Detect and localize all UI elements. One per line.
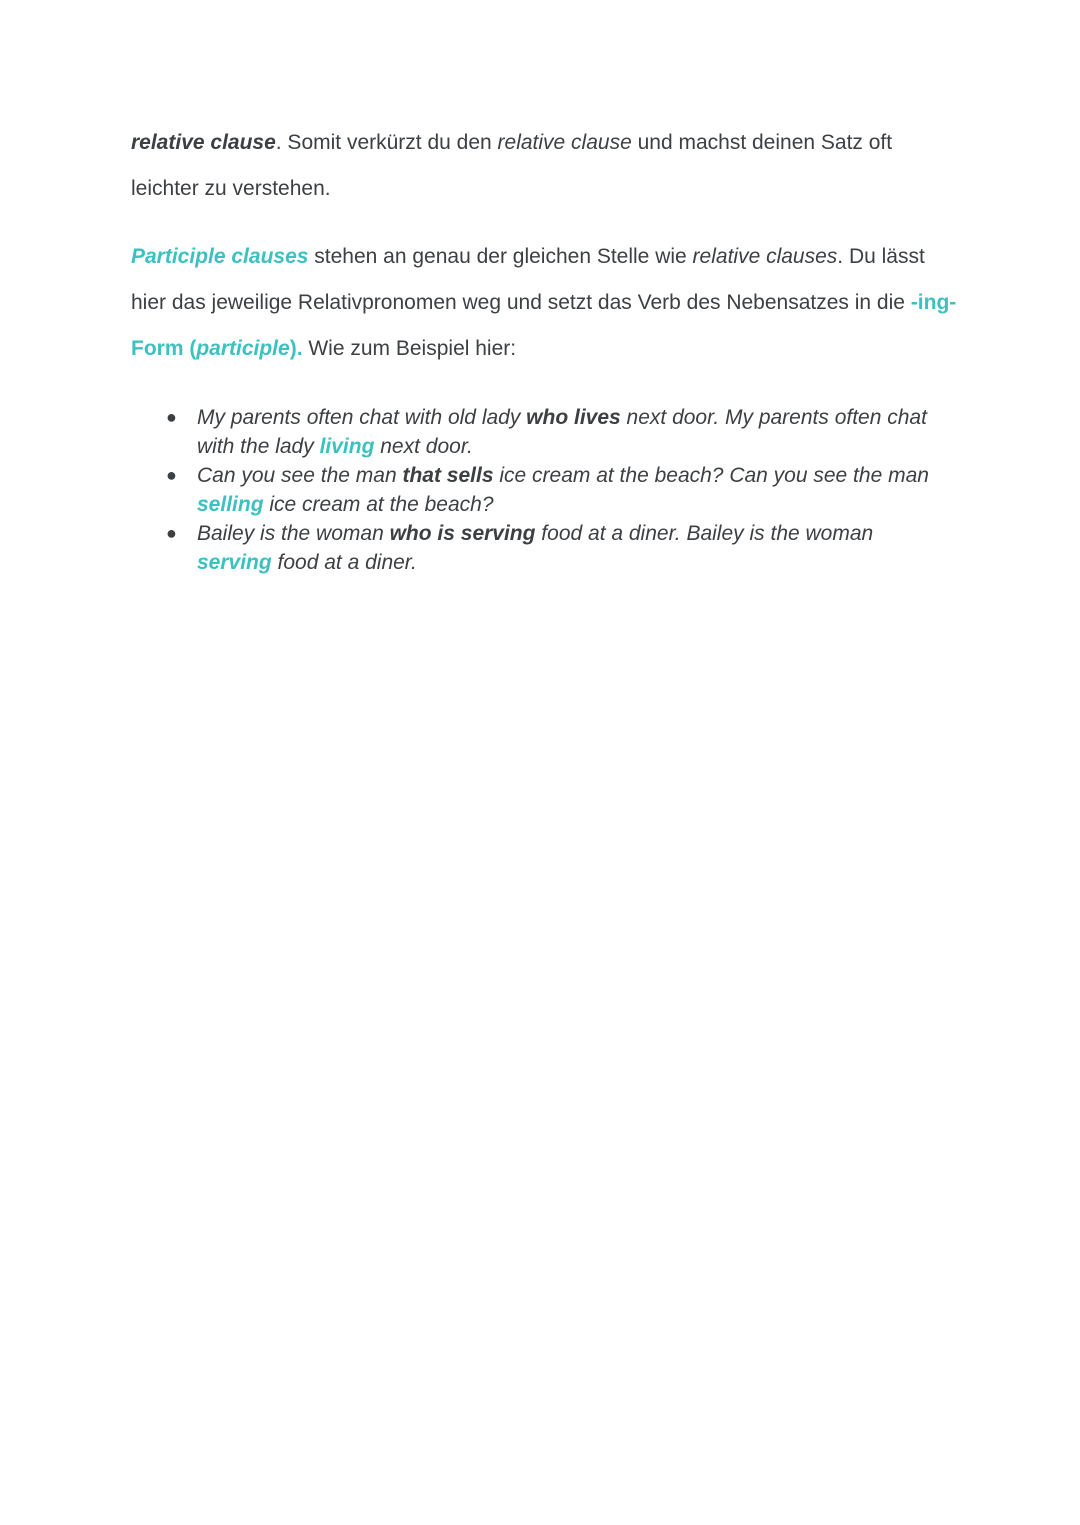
paragraph-text: . Somit verkürzt du den — [275, 131, 498, 154]
participle-verb: living — [319, 435, 375, 458]
relative-clause-verb: that sells — [402, 464, 494, 487]
term-participle: participle — [196, 337, 290, 360]
participle-verb: selling — [197, 493, 264, 516]
term-relative-clause: relative clause — [497, 131, 632, 154]
term-participle-clauses: Participle clauses — [131, 245, 309, 268]
paragraph-text: stehen an genau der gleichen Stelle wie — [308, 245, 693, 268]
example-text: Bailey is the woman — [197, 522, 390, 545]
term-ing-form: -ing-Form ( — [131, 291, 957, 360]
list-item — [131, 461, 931, 519]
paragraph-relative-clause — [131, 120, 961, 212]
example-text: food at a diner. Bailey is the woman — [535, 522, 874, 545]
relative-clause-verb: who is serving — [389, 522, 536, 545]
paragraph-text: . Du lässt hier das jeweilige Relativpronomen weg und setzt das Verb des Nebensatzes in die — [131, 245, 925, 314]
bullet-icon: ● — [166, 523, 177, 543]
example-text: food at a diner. — [271, 551, 417, 574]
example-text: Can you see the man — [197, 464, 403, 487]
relative-clause-verb: who lives — [526, 406, 621, 429]
example-text: next door. — [374, 435, 473, 458]
bullet-icon: ● — [166, 407, 177, 427]
example-list — [131, 403, 931, 577]
list-item — [131, 403, 931, 461]
term-relative-clause: relative clause — [131, 131, 276, 154]
paragraph-text: Wie zum Beispiel hier: — [302, 337, 517, 360]
paragraph-participle-clauses — [131, 234, 961, 372]
paragraph-text: und machst deinen Satz oft leichter zu verstehen. — [131, 131, 893, 200]
example-text: My parents often chat with old lady — [197, 406, 527, 429]
example-text: ice cream at the beach? Can you see the man — [493, 464, 929, 487]
list-item — [131, 519, 931, 577]
example-text: next door. My parents often chat with the lady — [197, 406, 927, 458]
participle-verb: serving — [197, 551, 272, 574]
term-relative-clauses: relative clauses — [692, 245, 838, 268]
bullet-icon: ● — [166, 465, 177, 485]
example-text: ice cream at the beach? — [263, 493, 494, 516]
term-ing-form-close: ). — [289, 337, 303, 360]
